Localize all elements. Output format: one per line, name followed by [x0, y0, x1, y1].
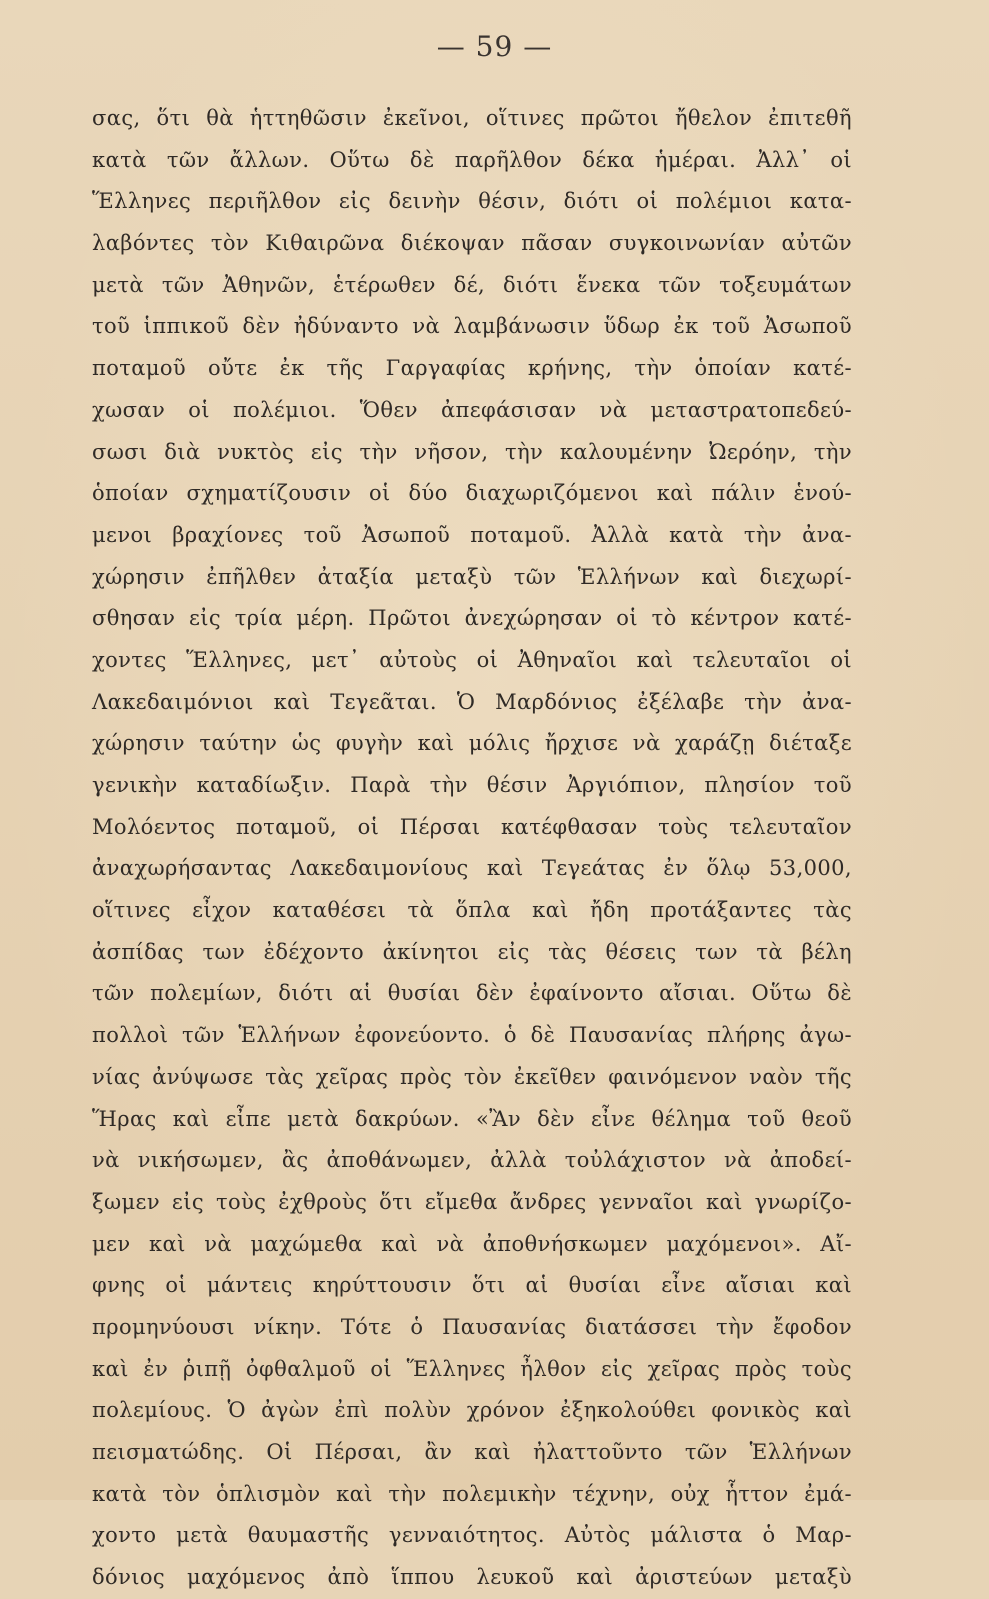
text-line: μετὰ τῶν Ἀθηνῶν, ἑτέρωθεν δέ, διότι ἕνεκα τῶν τοξευμάτων: [92, 272, 852, 297]
text-line: νίας ἀνύψωσε τὰς χεῖρας πρὸς τὸν ἐκεῖθεν φαινόμενον ναὸν τῆς: [92, 1064, 852, 1089]
text-line: τῶν πολεμίων, διότι αἱ θυσίαι δὲν ἐφαίνοντο αἴσιαι. Οὕτω δὲ: [92, 981, 852, 1006]
text-line: χώρησιν ἐπῆλθεν ἀταξία μεταξὺ τῶν Ἑλλήνων καὶ διεχωρί-: [92, 564, 852, 589]
text-line: ποταμοῦ οὔτε ἐκ τῆς Γαργαφίας κρήνης, τὴν ὁποίαν κατέ-: [92, 356, 852, 381]
text-line: λαβόντες τὸν Κιθαιρῶνα διέκοψαν πᾶσαν συγκοινωνίαν αὐτῶν: [92, 231, 852, 256]
text-line: ἀσπίδας των ἐδέχοντο ἀκίνητοι εἰς τὰς θέσεις των τὰ βέλη: [92, 939, 852, 964]
text-line: μεν καὶ νὰ μαχώμεθα καὶ νὰ ἀποθνήσκωμεν μαχόμενοι». Αἴ-: [92, 1231, 852, 1256]
text-line: μενοι βραχίονες τοῦ Ἀσωποῦ ποταμοῦ. Ἀλλὰ κατὰ τὴν ἀνα-: [92, 522, 852, 547]
text-line: πολεμίους. Ὁ ἀγὼν ἐπὶ πολὺν χρόνον ἐξηκολούθει φονικὸς καὶ: [92, 1398, 852, 1423]
text-line: ἀναχωρήσαντας Λακεδαιμονίους καὶ Τεγεάτας ἐν ὅλῳ 53,000,: [92, 856, 852, 881]
text-line: χωσαν οἱ πολέμιοι. Ὅθεν ἀπεφάσισαν νὰ μεταστρατοπεδεύ-: [92, 397, 852, 422]
text-line: χώρησιν ταύτην ὡς φυγὴν καὶ μόλις ἤρχισε νὰ χαράζῃ διέταξε: [92, 731, 852, 756]
text-line: κατὰ τῶν ἄλλων. Οὕτω δὲ παρῆλθον δέκα ἡμέραι. Ἀλλ᾽ οἱ: [92, 147, 852, 172]
text-line: γενικὴν καταδίωξιν. Παρὰ τὴν θέσιν Ἀργιόπιον, πλησίον τοῦ: [92, 773, 852, 797]
text-line: Ἥρας καὶ εἶπε μετὰ δακρύων. «Ἂν δὲν εἶνε θέλημα τοῦ θεοῦ: [92, 1106, 852, 1131]
text-line: ξωμεν εἰς τοὺς ἐχθροὺς ὅτι εἴμεθα ἄνδρες γενναῖοι καὶ γνωρίζο-: [92, 1189, 852, 1214]
text-line: πεισματώδης. Οἱ Πέρσαι, ἂν καὶ ἠλαττοῦντο τῶν Ἑλλήνων: [92, 1440, 852, 1464]
text-line: ὁποίαν σχηματίζουσιν οἱ δύο διαχωριζόμενοι καὶ πάλιν ἑνού-: [92, 481, 852, 506]
text-line: Λακεδαιμόνιοι καὶ Τεγεᾶται. Ὁ Μαρδόνιος ἐξέλαβε τὴν ἀνα-: [92, 689, 852, 714]
text-line: Μολόεντος ποταμοῦ, οἱ Πέρσαι κατέφθασαν τοὺς τελευταῖον: [92, 814, 852, 839]
text-line: τοῦ ἱππικοῦ δὲν ἠδύναντο νὰ λαμβάνωσιν ὕδωρ ἐκ τοῦ Ἀσωποῦ: [92, 314, 852, 339]
text-line: καὶ ἐν ῥιπῇ ὀφθαλμοῦ οἱ Ἕλληνες ἦλθον εἰς χεῖρας πρὸς τοὺς: [92, 1356, 852, 1381]
text-line: πολλοὶ τῶν Ἑλλήνων ἐφονεύοντο. ὁ δὲ Παυσανίας πλήρης ἀγω-: [92, 1023, 852, 1048]
text-line: Ἕλληνες περιῆλθον εἰς δεινὴν θέσιν, διότι οἱ πολέμιοι κατα-: [92, 189, 852, 214]
text-line: σωσι διὰ νυκτὸς εἰς τὴν νῆσον, τὴν καλουμένην Ὠερόην, τὴν: [92, 439, 852, 464]
text-line: φνης οἱ μάντεις κηρύττουσιν ὅτι αἱ θυσίαι εἶνε αἴσιαι καὶ: [92, 1273, 852, 1298]
text-line: σθησαν εἰς τρία μέρη. Πρῶτοι ἀνεχώρησαν οἱ τὸ κέντρον κατέ-: [92, 606, 852, 631]
text-line: χοντο μετὰ θαυμαστῆς γενναιότητος. Αὐτὸς μάλιστα ὁ Μαρ-: [92, 1523, 852, 1548]
text-line: χοντες Ἕλληνες, μετ᾽ αὐτοὺς οἱ Ἀθηναῖοι καὶ τελευταῖοι οἱ: [92, 647, 852, 672]
text-line: οἵτινες εἶχον καταθέσει τὰ ὅπλα καὶ ἤδη προτάξαντες τὰς: [92, 898, 852, 923]
text-line: σας, ὅτι θὰ ἡττηθῶσιν ἐκεῖνοι, οἵτινες πρῶτοι ἤθελον ἐπιτεθῆ: [92, 106, 852, 130]
page-number: — 59 —: [436, 30, 553, 63]
text-line: κατὰ τὸν ὁπλισμὸν καὶ τὴν πολεμικὴν τέχνην, οὐχ ἧττον ἐμά-: [92, 1481, 852, 1506]
text-line: προμηνύουσι νίκην. Τότε ὁ Παυσανίας διατάσσει τὴν ἔφοδον: [92, 1314, 852, 1339]
body-text: [92, 98, 852, 1599]
text-line: δόνιος μαχόμενος ἀπὸ ἵππου λευκοῦ καὶ ἀριστεύων μεταξὺ: [92, 1565, 852, 1590]
text-line: νὰ νικήσωμεν, ἂς ἀποθάνωμεν, ἀλλὰ τοὐλάχιστον νὰ ἀποδεί-: [92, 1148, 852, 1173]
